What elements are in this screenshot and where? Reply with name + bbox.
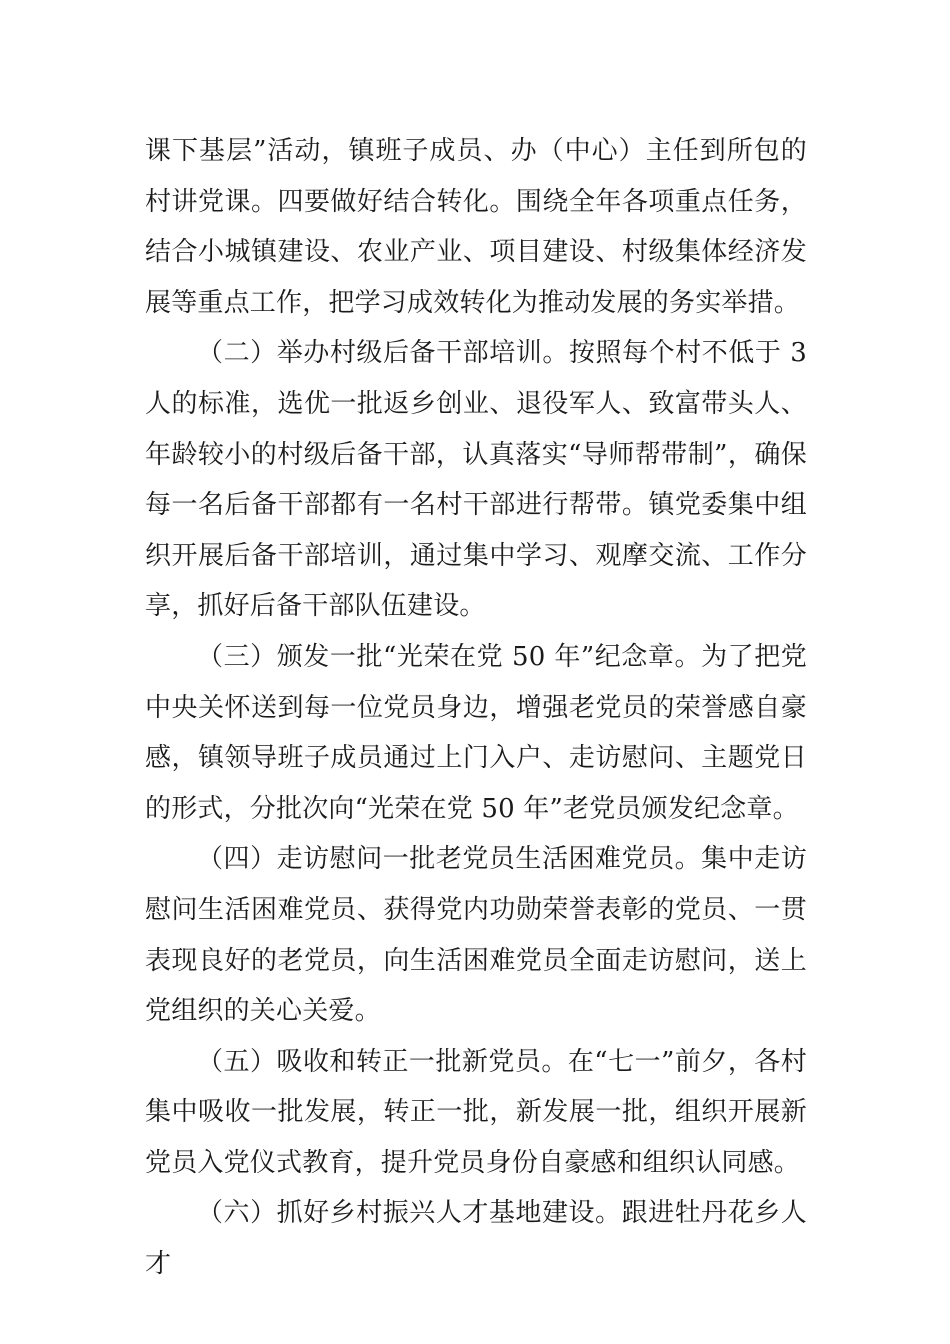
- document-body: [145, 126, 807, 1290]
- paragraph-continuation: 课下基层”活动，镇班子成员、办（中心）主任到所包的村讲党课。四要做好结合转化。围绕全年各项重点任务，结合小城镇建设、农业产业、项目建设、村级集体经济发展等重点工作，把学习成效转化为推动发展的务实举措。: [145, 136, 807, 318]
- paragraph-section-5: （五）吸收和转正一批新党员。在“七一”前夕，各村集中吸收一批发展，转正一批，新发展一批，组织开展新党员入党仪式教育，提升党员身份自豪感和组织认同感。: [145, 1046, 807, 1178]
- paragraph-section-3: （三）颁发一批“光荣在党 50 年”纪念章。为了把党中央关怀送到每一位党员身边，增强老党员的荣誉感自豪感，镇领导班子成员通过上门入户、走访慰问、主题党日的形式，分批次向“光荣在党 50 年”老党员颁发纪念章。: [145, 641, 807, 824]
- paragraph-section-6: （六）抓好乡村振兴人才基地建设。跟进牡丹花乡人才: [145, 1198, 807, 1280]
- paragraph-section-2: （二）举办村级后备干部培训。按照每个村不低于 3 人的标准，选优一批返乡创业、退役军人、致富带头人、年龄较小的村级后备干部，认真落实“导师帮带制”，确保每一名后备干部都有一名村干部进行帮带。镇党委集中组织开展后备干部培训，通过集中学习、观摩交流、工作分享，抓好后备干部队伍建设。: [145, 338, 807, 622]
- paragraph-section-4: （四）走访慰问一批老党员生活困难党员。集中走访慰问生活困难党员、获得党内功勋荣誉表彰的党员、一贯表现良好的老党员，向生活困难党员全面走访慰问，送上党组织的关心关爱。: [145, 844, 807, 1027]
